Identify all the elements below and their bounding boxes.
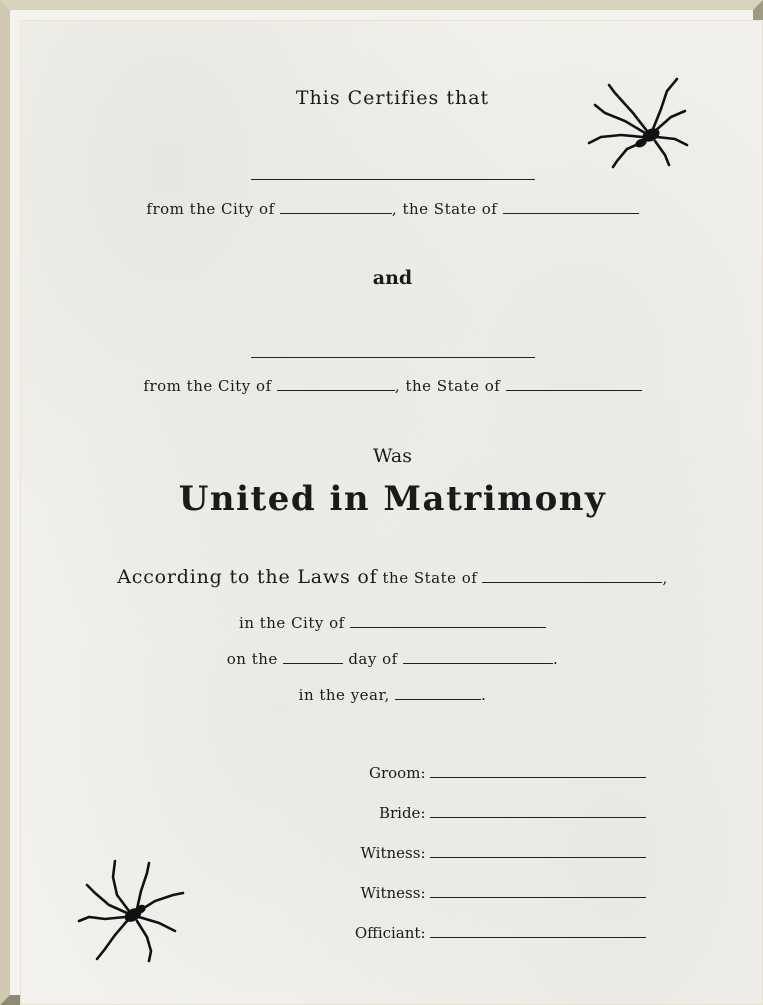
- day-field[interactable]: [283, 649, 343, 664]
- bride-label: Bride:: [378, 804, 426, 822]
- spider-icon: [75, 855, 187, 963]
- bride-signature-field[interactable]: [430, 803, 646, 818]
- state-1-field[interactable]: [503, 199, 639, 214]
- comma-text: ,: [662, 569, 668, 587]
- was-text: Was: [373, 445, 412, 467]
- name-2-field[interactable]: [251, 343, 535, 358]
- signature-row-witness-2: [21, 883, 763, 902]
- was-row: [21, 445, 763, 467]
- signature-row-bride: [21, 803, 763, 822]
- name-2-row: [21, 343, 763, 362]
- period-text: .: [552, 650, 559, 668]
- officiant-label: Officiant:: [354, 924, 426, 942]
- year-field[interactable]: [395, 685, 481, 700]
- witness-label: Witness:: [360, 884, 426, 902]
- ceremony-city-row: [21, 613, 763, 632]
- ceremony-city-field[interactable]: [350, 613, 546, 628]
- certificate-title: United in Matrimony: [178, 479, 607, 519]
- signature-row-groom: [21, 763, 763, 782]
- and-text: and: [372, 267, 413, 289]
- state-label: , the State of: [394, 377, 501, 395]
- laws-row: [21, 566, 763, 588]
- year-row: [21, 685, 763, 704]
- city-of-label: in the City of: [239, 614, 345, 632]
- ceremony-state-field[interactable]: [482, 568, 662, 583]
- state-2-field[interactable]: [506, 376, 642, 391]
- month-field[interactable]: [403, 649, 553, 664]
- name-1-row: [21, 165, 763, 184]
- state-label: , the State of: [391, 200, 498, 218]
- groom-signature-field[interactable]: [430, 763, 646, 778]
- year-label: in the year,: [298, 686, 390, 704]
- day-of-label: day of: [348, 650, 398, 668]
- officiant-signature-field[interactable]: [430, 923, 646, 938]
- from-city-label: from the City of: [146, 200, 275, 218]
- certifies-heading: [21, 87, 763, 109]
- groom-label: Groom:: [369, 764, 426, 782]
- certifies-text: This Certifies that: [295, 87, 490, 109]
- date-row: [21, 649, 763, 668]
- from-city-label: from the City of: [143, 377, 272, 395]
- witness-label: Witness:: [360, 844, 426, 862]
- signature-row-witness-1: [21, 843, 763, 862]
- witness-2-signature-field[interactable]: [430, 883, 646, 898]
- according-text: According to the Laws of: [117, 566, 378, 588]
- name-1-field[interactable]: [251, 165, 535, 180]
- city-1-field[interactable]: [280, 199, 392, 214]
- certificate-paper: [20, 20, 763, 1005]
- period-text: .: [481, 686, 487, 704]
- state-of-label: the State of: [382, 569, 478, 587]
- location-1-row: [21, 199, 763, 218]
- and-row: [21, 267, 763, 289]
- signature-row-officiant: [21, 923, 763, 942]
- title-row: [21, 479, 763, 519]
- location-2-row: [21, 376, 763, 395]
- city-2-field[interactable]: [277, 376, 395, 391]
- on-the-label: on the: [226, 650, 278, 668]
- witness-1-signature-field[interactable]: [430, 843, 646, 858]
